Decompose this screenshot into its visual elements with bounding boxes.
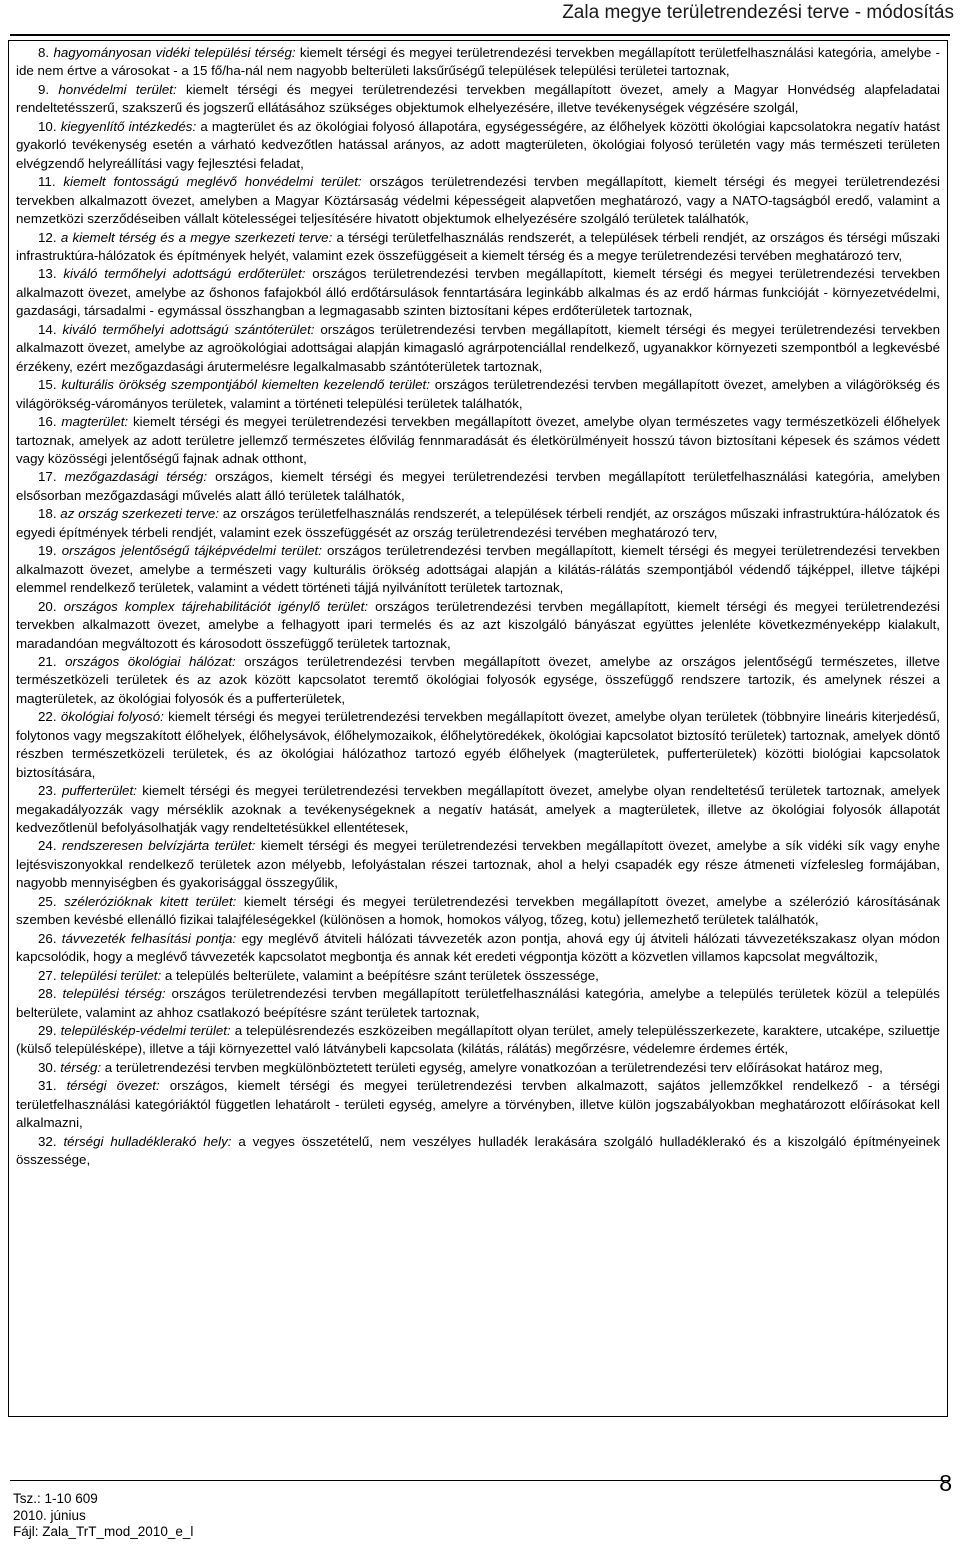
- definition-term: távvezeték felhasítási pontja:: [61, 930, 237, 946]
- definition-term: honvédelmi terület:: [58, 81, 177, 97]
- definition-text: a településrendezés eszközeiben megállapított olyan terület, amely településszerkezete, karaktere, utcaképe, sziluettje (külső településképe), illetve a táji környezettel való látványbeli kapcsolata (kilátás, rálátás) megőrzésre, védelemre érdemes érték,: [16, 1023, 940, 1057]
- definition-term: településkép-védelmi terület:: [60, 1023, 231, 1039]
- definition-number: 15.: [38, 377, 57, 393]
- header-rule: [10, 34, 950, 36]
- definition-term: kulturális örökség szempontjából kiemelten kezelendő terület:: [61, 377, 430, 393]
- definition-text: országos területrendezési tervben megállapított övezet, amelybe az országos jelentőségű természetes, illetve természetközeli területek és az azok között kapcsolatot teremtő ökológiai folyosók egysége, összefüggő rendszere tartozik, és amelynek részei a magterületek, az ökológiai folyosók és a pufferterületek,: [16, 653, 940, 706]
- definition-term: a kiemelt térség és a megye szerkezeti terve:: [60, 229, 333, 245]
- definition-text: országos területrendezési tervben megállapított, kiemelt térségi és megyei területrendezési tervekben alkalmazott övezet, amelybe az őshonos fafajokból álló erdőtársulások fenntartására leginkább alkalmas és az erdő hármas funkcióját - környezetvédelmi, gazdasági, társadalmi - egymással összhangban a legmagasabb szinten biztosítani képes erdőterületek tartoznak,: [16, 266, 941, 319]
- definition-term: hagyományosan vidéki települési térség:: [53, 45, 296, 60]
- definition-term: rendszeresen belvízjárta terület:: [62, 838, 256, 854]
- definition-text: országos területrendezési tervben megállapított, kiemelt térségi és megyei területrendezési tervekben alkalmazott övezet, amelyben a Magyar Köztársaság védelmi képességeit alapvetően meghatározó, vagy a NATO-tagságból eredő, valamint a nemzetközi szerződéseiben vállalt kötelességei teljesítésére hivatott objektumok elhelyezésére szolgáló területek találhatók,: [16, 174, 940, 227]
- footer-code: Tsz.: 1-10 609: [13, 1491, 98, 1506]
- definition-term: kiegyenlítő intézkedés:: [60, 118, 197, 134]
- definition-item: [16, 1059, 940, 1077]
- definition-text: országos területrendezési tervben megállapított övezet, amelyben a világörökség és világörökség-várományos területek, valamint a történeti települési területek találhatók,: [16, 377, 940, 411]
- definition-term: kiváló termőhelyi adottságú szántóterület:: [62, 321, 315, 337]
- definition-item: [16, 542, 940, 597]
- definition-item: [16, 893, 940, 930]
- definition-number: 8.: [38, 45, 50, 60]
- definition-text: kiemelt térségi és megyei területrendezési tervekben megállapított övezet, amelybe a sík vidéki sík vagy enyhe lejtésviszonyokkal rendelkező területek azon mélyebb, lefolyástalan részei tartoznak, ahol a helyi csapadék egy része átmeneti vízfelesleg formájában, nagyobb mennyiségben és gyakorisággal összegyűlik,: [16, 838, 940, 891]
- definition-term: országos ökológiai hálózat:: [65, 653, 236, 669]
- footer-file: Fájl: Zala_TrT_mod_2010_e_l: [13, 1524, 194, 1539]
- definition-text: kiemelt térségi és megyei területrendezési tervekben megállapított övezet, amelybe olyan rendeltetésű területek tartoznak, amelyek megakadályozzák vagy mérséklik azoknak a tevékenységeknek a negatív hatását, amelyek a magterületek, illetve az ökológiai folyosók állapotát kedvezőtlenül befolyásolhatják vagy rendeltetésükkel ellentétesek,: [16, 783, 941, 836]
- definition-number: 29.: [38, 1023, 57, 1039]
- definition-item: [16, 1077, 940, 1132]
- definition-number: 10.: [38, 118, 57, 134]
- definition-item: [16, 782, 940, 837]
- definition-number: 16.: [38, 414, 57, 430]
- definition-text: a magterület és az ökológiai folyosó állapotára, egységességére, az élőhelyek közötti ökológiai kapcsolatokra negatív hatást gyakorló tevékenység esetén a várható kedvezőtlen hatással arányos, az adott magterületen, ökológiai folyosó területén vagy más természeti területen elvégzendő helyreállítási vagy fejlesztési feladat,: [16, 118, 940, 171]
- definition-text: a település belterülete, valamint a beépítésre szánt területek összessége,: [164, 967, 599, 983]
- definition-number: 13.: [38, 266, 57, 282]
- definition-text: országos, kiemelt térségi és megyei területrendezési tervben megállapított területfelhasználási kategória, amelyben elsősorban mezőgazdasági művelés alatt álló területek találhatók,: [16, 469, 941, 503]
- definition-item: [16, 468, 940, 505]
- definition-text: kiemelt térségi és megyei területrendezési tervekben megállapított területfelhasználási kategória, amelybe - ide nem értve a városokat - a 15 fő/ha-nál nem nagyobb belterületi laksűrűségű települések települési területei tartoznak,: [16, 45, 940, 79]
- definition-number: 27.: [38, 967, 57, 983]
- definition-item: [16, 505, 940, 542]
- definition-item: [16, 376, 940, 413]
- footer-info: [13, 1491, 193, 1541]
- definition-text: országos területrendezési tervben megállapított, kiemelt térségi és megyei területrendezési tervekben alkalmazott övezet, amelybe a természeti vagy kulturális örökség adottságai alapján a kilátás-rálátás szempontjából védendő tájképpel, illetve tájképi elemmel rendelkező területek, valamint a védett történeti tájjá nyilvánított területek tartoznak,: [16, 543, 940, 596]
- definition-number: 25.: [38, 893, 57, 909]
- definition-term: térségi övezet:: [66, 1078, 160, 1094]
- definition-item: [16, 985, 940, 1022]
- definition-item: [16, 321, 940, 376]
- footer-rule: [10, 1480, 950, 1481]
- definition-text: kiemelt térségi és megyei területrendezési tervekben megállapított övezet, amelybe olyan természetes vagy természetközeli élőhelyek tartoznak, amelyek az adott területre jellemző természetes élővilág fennmaradását és életkörülményeit hosszú távon biztosítani képesek és számos védett vagy közösségi jelentőségű fajnak adnak otthont,: [16, 414, 941, 466]
- definition-term: települési terület:: [60, 967, 162, 983]
- definition-text: országos területrendezési tervben megállapított területfelhasználási kategória, amelybe a település területek közül a település belterülete, valamint az ahhoz csatlakozó beépítésre szánt területek tartoznak,: [16, 986, 940, 1020]
- footer-date: 2010. június: [13, 1507, 86, 1523]
- definition-item: [16, 930, 940, 967]
- definition-number: 14.: [38, 321, 57, 337]
- definition-item: [16, 44, 940, 81]
- definition-number: 26.: [38, 930, 57, 946]
- definition-item: [16, 598, 940, 653]
- definition-term: szélerózióknak kitett terület:: [64, 893, 237, 909]
- definition-item: [16, 229, 940, 266]
- definition-text: kiemelt térségi és megyei területrendezési tervekben megállapított övezet, amelybe olyan területek (többnyire lineáris kiterjedésű, folytonos vagy megszakított élőhelyek, élőhelysávok, élőhelymozaikok, élőhelytöredékek, ökológiai kapcsolatot biztosító területek) tartoznak, amelyek döntő részben természetközeli területek, és az ökológiai hálózathoz tartozó egyéb élőhelyek (magterületek, pufferterületek) közötti biológiai kapcsolatok biztosítására,: [16, 709, 940, 780]
- definition-item: [16, 1133, 940, 1170]
- definition-number: 18.: [38, 506, 57, 522]
- definition-item: [16, 837, 940, 892]
- definitions-box: [8, 40, 948, 1417]
- definition-term: kiváló termőhelyi adottságú erdőterület:: [63, 266, 306, 282]
- definition-number: 19.: [38, 543, 57, 559]
- definition-text: országos, kiemelt térségi és megyei területrendezési tervben alkalmazott, sajátos jellemzőkkel rendelkező - a térségi területfelhasználási kategóriáktól független lehatárolt - területi egység, amelyre a törvényben, illetve külön jogszabályokban meghatározott előírásokat kell alkalmazni,: [16, 1078, 941, 1131]
- document-header-title: Zala megye területrendezési terve - módosítás: [562, 2, 954, 23]
- definition-item: [16, 1022, 940, 1059]
- definition-term: települési térség:: [62, 986, 166, 1002]
- definition-item: [16, 118, 940, 173]
- definition-number: 21.: [38, 653, 57, 669]
- definition-text: egy meglévő átviteli hálózati távvezeték azon pontja, ahová egy új átviteli hálózati távvezetékszakasz olyan módon kapcsolódik, hogy a meglévő távvezeték kapcsolatot megbontja és annak két eredeti végpontja között a közvetlen villamos kapcsolat megváltozik,: [16, 930, 940, 965]
- definition-item: [16, 81, 940, 118]
- definition-term: országos komplex tájrehabilitációt igénylő terület:: [63, 598, 368, 614]
- definition-text: kiemelt térségi és megyei területrendezési tervekben megállapított övezet, amely a Magyar Honvédség alapfeladatai rendeltetésszerű, szakszerű és jogszerű ellátásához szükséges objektumok elhelyezésére, illetve tevékenységek végzésére szolgál,: [16, 81, 940, 116]
- page-number: 8: [939, 1470, 952, 1496]
- definition-term: térség:: [60, 1059, 102, 1075]
- definition-number: 17.: [38, 469, 57, 485]
- definition-item: [16, 708, 940, 782]
- definition-number: 31.: [38, 1078, 57, 1094]
- definition-text: országos területrendezési tervben megállapított, kiemelt térségi és megyei területrendezési tervekben alkalmazott övezet, amelybe az agroökológiai adottságai alapján kimagasló agrárpotenciállal rendelkező, ugyanakkor környezeti szempontból a legkevésbé érzékeny, ezért mezőgazdasági árutermelésre legalkalmasabb szántóterületek tartoznak,: [16, 321, 940, 374]
- definition-number: 20.: [38, 598, 57, 614]
- definition-number: 11.: [38, 174, 56, 190]
- definition-term: pufferterület:: [61, 783, 137, 799]
- definition-number: 9.: [38, 81, 50, 97]
- definition-term: országos jelentőségű tájképvédelmi terület:: [61, 543, 322, 559]
- definition-text: kiemelt térségi és megyei területrendezési tervekben megállapított övezet, amelybe a szélerózió károsításának szemben kevésbé ellenálló fizikai talajféleségekkel (különösen a homok, homokos vályog, tőzeg, kotu) jellemezhető területek találhatók,: [16, 893, 940, 928]
- definition-number: 23.: [38, 783, 57, 799]
- definition-text: országos területrendezési tervben megállapított, kiemelt térségi és megyei területrendezési tervekben alkalmazott övezet, amelybe a felhagyott ipari termelés és az azt kiszolgáló bányászat együttes jelenléte következményeképp kialakult, maradandóan megváltozott és károsodott összefüggő területek tartoznak,: [16, 598, 940, 651]
- definition-term: térségi hulladéklerakó hely:: [63, 1133, 232, 1149]
- definition-text: a területrendezési tervben megkülönböztetett területi egység, amelyre vonatkozóan a területrendezési terv előírásokat határoz meg,: [104, 1059, 883, 1075]
- definition-number: 32.: [38, 1133, 57, 1149]
- definition-number: 24.: [38, 838, 57, 854]
- definition-term: ökológiai folyosó:: [60, 709, 164, 725]
- definition-term: mezőgazdasági térség:: [64, 469, 208, 485]
- definition-term: magterület:: [61, 414, 129, 430]
- definition-text: a térségi területfelhasználás rendszerét, a települések térbeli rendjét, az országos és térségi műszaki infrastruktúra-hálózatok és építmények helyét, valamint ezek összefüggéseit a kiemelt térség és a megye területrendezési tervében meghatározó terv,: [16, 229, 940, 263]
- definition-term: kiemelt fontosságú meglévő honvédelmi terület:: [63, 174, 362, 190]
- definition-item: [16, 265, 940, 320]
- definition-number: 28.: [38, 986, 57, 1002]
- definition-item: [16, 967, 940, 985]
- definition-item: [16, 413, 940, 468]
- definition-number: 22.: [38, 709, 57, 725]
- definition-number: 30.: [38, 1059, 57, 1075]
- definition-item: [16, 173, 940, 228]
- definition-term: az ország szerkezeti terve:: [60, 506, 219, 522]
- definition-number: 12.: [38, 229, 57, 245]
- definition-item: [16, 653, 940, 708]
- definition-text: a vegyes összetételű, nem veszélyes hulladék lerakására szolgáló hulladéklerakó és a kiszolgáló építményeinek összessége,: [16, 1133, 941, 1168]
- definition-text: az országos területfelhasználás rendszerét, a települések térbeli rendjét, az országos műszaki infrastruktúra-hálózatok és egyedi építmények térbeli rendjét, valamint ezek összefüggését az ország területrendezési tervében meghatározó terv,: [16, 506, 940, 540]
